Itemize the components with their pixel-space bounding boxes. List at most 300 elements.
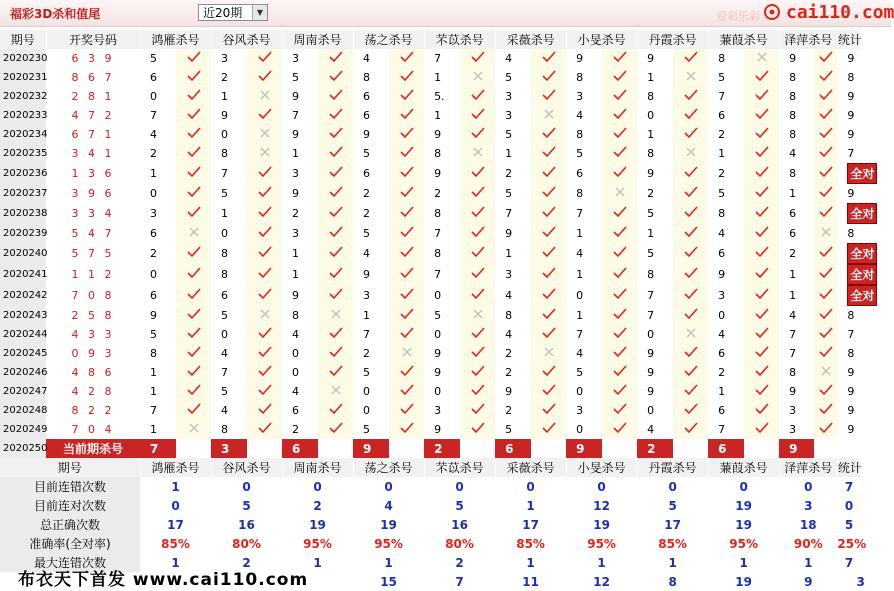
cross-icon	[318, 306, 353, 325]
kill-value: 8	[566, 68, 602, 87]
check-icon	[531, 285, 566, 306]
check-icon	[814, 306, 837, 325]
kill-value: 3	[495, 106, 531, 125]
kill-value: 1	[708, 144, 744, 163]
draw-number: 3 9 6	[46, 184, 140, 203]
kill-value: 5	[708, 184, 744, 203]
stat-cell: 8	[847, 309, 855, 322]
check-icon	[389, 363, 424, 382]
site-logo[interactable]: cai110.com	[786, 2, 894, 23]
column-header: 鸿雁杀号	[140, 30, 211, 49]
kill-value: 7	[647, 289, 655, 302]
check-icon	[531, 184, 566, 203]
summary-value: 19	[735, 574, 752, 589]
summary-column-header: 蒹葭杀号	[708, 458, 779, 477]
summary-row	[0, 534, 884, 553]
summary-value: 17	[664, 517, 681, 532]
cross-icon	[814, 224, 837, 243]
check-icon	[176, 87, 211, 106]
kill-value: 3	[576, 404, 584, 417]
check-icon	[176, 125, 211, 144]
check-icon	[176, 264, 211, 285]
column-header: 小旻杀号	[566, 30, 637, 49]
check-icon	[814, 325, 837, 344]
kill-value: 9	[637, 382, 673, 401]
period-select-value: 近20期	[203, 6, 243, 20]
kill-value: 7	[424, 224, 460, 243]
summary-value: 15	[380, 574, 397, 589]
check-icon	[247, 224, 282, 243]
kill-value: 3	[434, 404, 442, 417]
kill-value: 8	[647, 90, 655, 103]
check-icon	[531, 401, 566, 420]
kill-value: 8	[779, 106, 814, 125]
cross-icon	[247, 125, 282, 144]
stat-cell: 9	[847, 90, 855, 103]
current-issue: 2020250	[0, 439, 46, 458]
summary-value: 19	[593, 517, 610, 532]
check-icon	[389, 224, 424, 243]
kill-value: 5	[424, 306, 460, 325]
check-icon	[602, 401, 637, 420]
check-icon	[531, 363, 566, 382]
summary-value: 1	[804, 555, 813, 570]
check-icon	[531, 144, 566, 163]
draw-number: 6 7 1	[46, 125, 140, 144]
kill-value: 0	[647, 404, 655, 417]
cross-icon	[318, 382, 353, 401]
kill-value: 1	[140, 420, 176, 439]
summary-value: 19	[735, 517, 752, 532]
kill-value: 4	[363, 247, 371, 260]
check-icon	[673, 106, 708, 125]
kill-value: 5	[647, 247, 655, 260]
chevron-down-icon[interactable]: ▼	[252, 5, 267, 20]
check-icon	[531, 87, 566, 106]
cross-icon	[531, 106, 566, 125]
check-icon	[744, 325, 779, 344]
summary-value: 17	[522, 517, 539, 532]
summary-value: 2	[455, 555, 464, 570]
issue-number: 2020240	[0, 243, 46, 264]
kill-value: 7	[434, 52, 442, 65]
check-icon	[247, 184, 282, 203]
kill-value: 2	[718, 366, 726, 379]
table-row	[0, 203, 884, 224]
check-icon	[318, 184, 353, 203]
stat-cell: 9	[847, 109, 855, 122]
kill-value: 5	[150, 328, 157, 341]
check-icon	[318, 87, 353, 106]
summary-value: 85%	[161, 536, 190, 551]
check-icon	[318, 363, 353, 382]
check-icon	[318, 224, 353, 243]
check-icon	[318, 285, 353, 306]
kill-value: 6	[292, 404, 300, 417]
issue-number: 2020236	[0, 163, 46, 184]
stat-cell: 9	[847, 52, 855, 65]
check-icon	[673, 264, 708, 285]
kill-value: 6	[150, 289, 157, 302]
all-correct-badge: 全对	[847, 243, 877, 264]
kill-value: 5	[353, 224, 389, 243]
kill-value: 1	[292, 247, 300, 260]
kill-value: 1	[566, 224, 602, 243]
kill-value: 9	[140, 306, 176, 325]
kill-value: 1	[282, 144, 318, 163]
kill-value: 9	[292, 90, 300, 103]
kill-value: 8	[566, 184, 602, 203]
check-icon	[602, 285, 637, 306]
check-icon	[389, 163, 424, 184]
kill-value: 3	[292, 167, 300, 180]
kill-value: 5	[211, 306, 247, 325]
period-select[interactable]	[198, 4, 268, 21]
draw-number: 4 7 2	[46, 106, 140, 125]
kill-value: 9	[424, 420, 460, 439]
summary-column-header: 泽萍杀号	[779, 458, 837, 477]
cross-icon	[460, 144, 495, 163]
check-icon	[673, 363, 708, 382]
kill-value: 1	[789, 289, 797, 302]
cross-icon	[673, 144, 708, 163]
issue-number: 2020237	[0, 184, 46, 203]
kill-value: 2	[292, 207, 300, 220]
kill-value: 5	[353, 420, 389, 439]
kill-value: 6	[789, 207, 797, 220]
check-icon	[814, 184, 837, 203]
kill-value: 0	[211, 224, 247, 243]
all-correct-badge: 全对	[847, 203, 877, 224]
check-icon	[460, 106, 495, 125]
cross-icon	[673, 68, 708, 87]
top-bar	[0, 0, 894, 27]
kill-value: 8	[637, 264, 673, 285]
check-icon	[744, 144, 779, 163]
table-row	[0, 306, 884, 325]
kill-value: 2	[495, 344, 531, 363]
check-icon	[673, 125, 708, 144]
kill-value: 6	[140, 68, 176, 87]
check-icon	[247, 325, 282, 344]
stat-cell	[837, 264, 875, 285]
table-row	[0, 325, 884, 344]
kill-value: 0	[363, 404, 371, 417]
summary-column-header: 鸿雁杀号	[140, 458, 211, 477]
kill-value: 7	[221, 167, 229, 180]
kill-value: 2	[353, 344, 389, 363]
check-icon	[247, 49, 282, 68]
spacer-cell	[389, 439, 424, 458]
summary-value: 7	[455, 574, 464, 589]
kill-value: 3	[282, 224, 318, 243]
kill-value: 9	[708, 264, 744, 285]
draw-number: 2 5 8	[46, 306, 140, 325]
draw-number: 8 2 2	[46, 401, 140, 420]
kill-value: 0	[566, 382, 602, 401]
issue-number: 2020230	[0, 49, 46, 68]
check-icon	[176, 243, 211, 264]
kill-value: 4	[292, 328, 300, 341]
draw-number: 5 7 5	[46, 243, 140, 264]
check-icon	[744, 420, 779, 439]
summary-value: 0	[526, 479, 535, 494]
kill-value: 1	[779, 184, 814, 203]
current-kill-value: 6	[708, 439, 744, 458]
table-row	[0, 382, 884, 401]
kill-value: 8	[789, 167, 797, 180]
check-icon	[318, 243, 353, 264]
kill-value: 7	[576, 328, 584, 341]
check-icon	[602, 224, 637, 243]
stat-cell: 9	[847, 128, 855, 141]
column-header: 统计	[837, 30, 860, 49]
issue-number: 2020246	[0, 363, 46, 382]
check-icon	[389, 306, 424, 325]
check-icon	[247, 285, 282, 306]
check-icon	[176, 49, 211, 68]
stat-cell: 8	[847, 71, 855, 84]
summary-label: 最大连错次数	[0, 553, 140, 572]
kill-value: 5	[576, 366, 584, 379]
table-row	[0, 264, 884, 285]
check-icon	[247, 344, 282, 363]
stat-cell: 9	[847, 385, 855, 398]
issue-number: 2020235	[0, 144, 46, 163]
check-icon	[247, 363, 282, 382]
check-icon	[602, 163, 637, 184]
check-icon	[176, 363, 211, 382]
kill-value: 2	[718, 128, 726, 141]
kill-value: 1	[495, 144, 531, 163]
check-icon	[814, 49, 837, 68]
summary-value: 17	[167, 517, 184, 532]
kill-value: 7	[718, 90, 726, 103]
cross-icon	[247, 144, 282, 163]
kill-value: 5	[708, 68, 744, 87]
stat-cell	[837, 203, 875, 224]
check-icon	[176, 306, 211, 325]
kill-value: 0	[140, 184, 176, 203]
kill-number-table	[0, 30, 884, 591]
check-icon	[318, 203, 353, 224]
draw-number: 1 3 6	[46, 163, 140, 184]
site-logo-icon	[763, 3, 781, 21]
current-row	[0, 439, 884, 458]
summary-value: 95%	[587, 536, 616, 551]
summary-value: 11	[522, 574, 539, 589]
draw-number: 5 4 7	[46, 224, 140, 243]
check-icon	[176, 285, 211, 306]
kill-value: 1	[637, 224, 673, 243]
check-icon	[318, 325, 353, 344]
check-icon	[460, 325, 495, 344]
kill-value: 2	[211, 68, 247, 87]
summary-value: 80%	[445, 536, 474, 551]
table-row	[0, 243, 884, 264]
summary-value: 0	[313, 479, 322, 494]
kill-value: 7	[221, 366, 229, 379]
check-icon	[389, 285, 424, 306]
kill-value: 0	[282, 344, 318, 363]
cross-icon	[602, 184, 637, 203]
summary-stat: 25%	[837, 536, 867, 551]
kill-value: 4	[779, 306, 814, 325]
summary-value: 1	[171, 555, 180, 570]
kill-value: 8	[789, 366, 797, 379]
kill-value: 9	[353, 264, 389, 285]
issue-number: 2020239	[0, 224, 46, 243]
kill-value: 8	[718, 207, 726, 220]
kill-value: 4	[566, 344, 602, 363]
check-icon	[247, 243, 282, 264]
check-icon	[602, 125, 637, 144]
kill-value: 3	[495, 264, 531, 285]
check-icon	[814, 144, 837, 163]
kill-value: 6	[779, 224, 814, 243]
check-icon	[531, 243, 566, 264]
faint-watermark: 爱彩乐彩	[716, 10, 760, 23]
summary-value: 16	[238, 517, 255, 532]
summary-value: 12	[593, 574, 610, 589]
kill-value: 4	[708, 224, 744, 243]
check-icon	[176, 344, 211, 363]
check-icon	[318, 401, 353, 420]
check-icon	[389, 264, 424, 285]
kill-value: 7	[363, 328, 371, 341]
check-icon	[673, 184, 708, 203]
summary-value: 0	[455, 479, 464, 494]
draw-number: 0 9 3	[46, 344, 140, 363]
draw-number: 4 2 8	[46, 382, 140, 401]
cross-icon	[389, 344, 424, 363]
kill-value: 1	[221, 90, 229, 103]
kill-value: 1	[282, 264, 318, 285]
draw-number: 4 8 6	[46, 363, 140, 382]
check-icon	[814, 87, 837, 106]
check-icon	[744, 401, 779, 420]
table-row	[0, 106, 884, 125]
check-icon	[460, 363, 495, 382]
kill-value: 9	[637, 344, 673, 363]
table-row	[0, 224, 884, 243]
kill-value: 1	[779, 264, 814, 285]
kill-value: 8	[495, 306, 531, 325]
kill-value: 3	[789, 404, 797, 417]
kill-value: 2	[363, 207, 371, 220]
issue-number: 2020238	[0, 203, 46, 224]
summary-column-header: 周南杀号	[282, 458, 353, 477]
summary-value: 8	[668, 574, 677, 589]
cross-icon	[176, 420, 211, 439]
check-icon	[389, 68, 424, 87]
summary-value: 1	[384, 555, 393, 570]
table-row	[0, 420, 884, 439]
column-header: 期号	[0, 30, 46, 49]
column-header: 蒹葭杀号	[708, 30, 779, 49]
cross-icon	[531, 344, 566, 363]
check-icon	[602, 344, 637, 363]
stat-cell	[837, 285, 875, 306]
summary-header-row	[0, 458, 884, 477]
kill-value: 6	[363, 167, 371, 180]
check-icon	[460, 224, 495, 243]
check-icon	[814, 163, 837, 184]
kill-value: 8	[789, 128, 797, 141]
check-icon	[602, 87, 637, 106]
kill-value: 3	[718, 289, 726, 302]
check-icon	[460, 401, 495, 420]
summary-value: 95%	[303, 536, 332, 551]
spacer-cell	[673, 439, 708, 458]
kill-value: 7	[576, 207, 584, 220]
check-icon	[744, 264, 779, 285]
kill-value: 2	[150, 247, 157, 260]
kill-value: 8	[718, 52, 726, 65]
kill-value: 1	[647, 128, 655, 141]
check-icon	[814, 68, 837, 87]
issue-number: 2020232	[0, 87, 46, 106]
summary-value: 1	[597, 555, 606, 570]
check-icon	[531, 203, 566, 224]
current-kill-value: 3	[211, 439, 247, 458]
check-icon	[389, 401, 424, 420]
kill-value: 6	[363, 90, 371, 103]
summary-column-header: 小旻杀号	[566, 458, 637, 477]
kill-value: 9	[363, 128, 371, 141]
summary-column-header: 丹霞杀号	[637, 458, 708, 477]
check-icon	[176, 382, 211, 401]
kill-value: 3	[779, 420, 814, 439]
kill-value: 2	[505, 404, 513, 417]
column-header: 丹霞杀号	[637, 30, 708, 49]
kill-value: 4	[505, 328, 513, 341]
draw-number: 1 1 2	[46, 264, 140, 285]
kill-value: 5	[495, 68, 531, 87]
check-icon	[673, 401, 708, 420]
draw-number: 4 3 3	[46, 325, 140, 344]
kill-value: 1	[150, 167, 157, 180]
draw-number: 3 4 1	[46, 144, 140, 163]
kill-value: 4	[505, 52, 513, 65]
column-header: 芣苡杀号	[424, 30, 495, 49]
kill-value: 2	[282, 420, 318, 439]
kill-value: 6	[708, 344, 744, 363]
check-icon	[602, 203, 637, 224]
check-icon	[176, 106, 211, 125]
check-icon	[814, 344, 837, 363]
kill-value: 0	[637, 106, 673, 125]
kill-value: 7	[789, 328, 797, 341]
summary-stat: 7	[844, 555, 854, 570]
kill-value: 5	[495, 184, 531, 203]
summary-stat: 0	[844, 498, 854, 513]
check-icon	[673, 344, 708, 363]
summary-value: 1	[526, 555, 535, 570]
check-icon	[531, 420, 566, 439]
header-row	[0, 30, 884, 49]
summary-value: 0	[171, 498, 180, 513]
check-icon	[318, 344, 353, 363]
check-icon	[814, 264, 837, 285]
current-kill-value: 7	[140, 439, 176, 458]
kill-value: 5	[566, 144, 602, 163]
check-icon	[602, 382, 637, 401]
stat-cell: 8	[847, 347, 855, 360]
stat-cell: 9	[847, 366, 855, 379]
check-icon	[814, 106, 837, 125]
check-icon	[744, 285, 779, 306]
